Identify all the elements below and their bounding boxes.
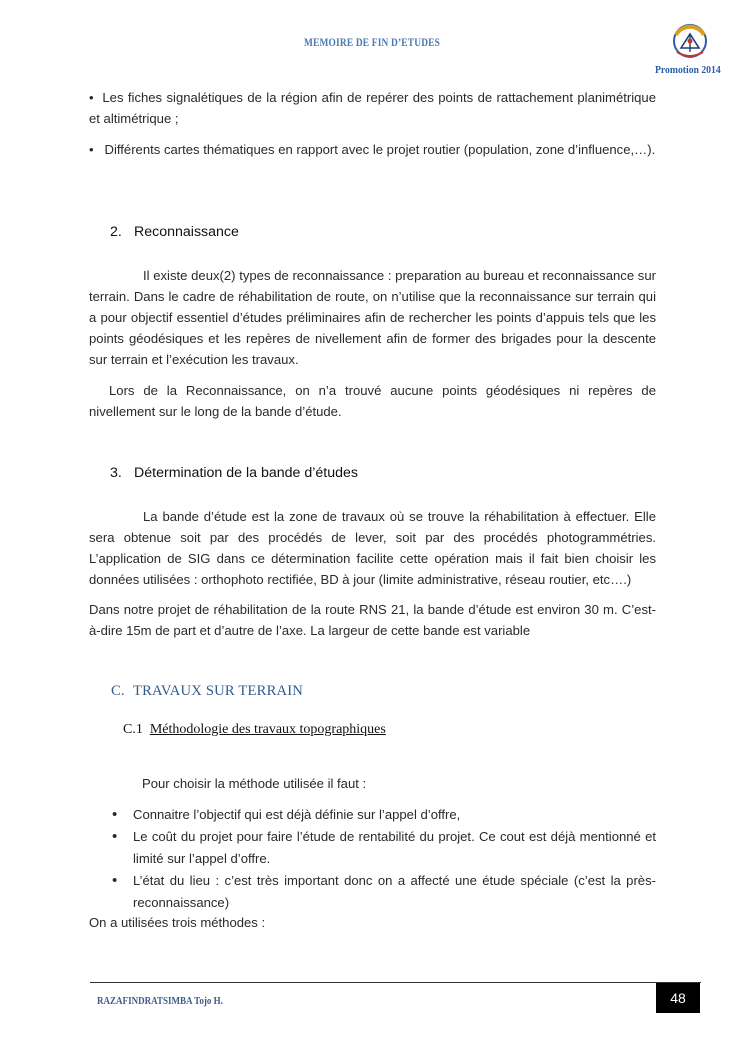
section-heading-2 (110, 224, 239, 240)
bullet-marker: • (112, 828, 118, 845)
bullet-text: Connaitre l’objectif qui est déjà définie sur l’appel d’offre, (133, 807, 461, 822)
section2-paragraph-1: Il existe deux(2) types de reconnaissance : preparation au bureau et reconnaissance sur terrain. Dans le cadre de réhabilitation de route, on n’utilise que la reconnaissance sur terrain qui a pour objectif essentiel d’études préliminaires afin de rechercher les points d’appuis tels que les points géodésiques et les repères de nivellement afin de former des brigades pour la descente sur terrain et l’exécution les travaux. (89, 268, 656, 367)
section3-paragraph-2: Dans notre projet de réhabilitation de la route RNS 21, la bande d’étude est environ 30 m. C’est-à-dire 15m de part et d’autre de l’axe. La largeur de cette bande est variable (89, 602, 656, 638)
school-logo-icon (667, 22, 713, 64)
bullet-text: L’état du lieu : c’est très important donc on a affecté une étude spéciale (c’est la près-reconnaissance) (133, 873, 656, 910)
section-number: C. (111, 683, 125, 699)
section-title: Méthodologie des travaux topographiques (149, 722, 386, 737)
section-heading-c (111, 683, 303, 700)
c1-bullet-1 (112, 804, 656, 826)
intro-bullet-2 (89, 139, 656, 160)
header-title: MEMOIRE DE FIN D’ETUDES (303, 37, 441, 49)
bullet-marker: • (112, 872, 118, 889)
c1-closing: On a utilisées trois méthodes : (89, 915, 266, 930)
section-title: Détermination de la bande d’études (134, 465, 359, 481)
section-number: C.1 (123, 722, 143, 737)
section-heading-3 (110, 465, 358, 481)
page-number: 48 (656, 983, 700, 1013)
bullet-marker: • (112, 806, 118, 823)
footer-divider (90, 982, 701, 983)
footer-author: RAZAFINDRATSIMBA Tojo H. (97, 995, 223, 1007)
bullet-marker: • (89, 142, 94, 157)
bullet-marker: • (89, 90, 94, 105)
section-number: 2. (110, 224, 122, 240)
c1-intro: Pour choisir la méthode utilisée il faut : (142, 776, 367, 791)
c1-bullet-3 (112, 870, 656, 914)
promotion-label: Promotion 2014 (655, 64, 721, 76)
bullet-text: Les fiches signalétiques de la région afin de repérer des points de rattachement planimétrique et altimétrique ; (89, 90, 656, 126)
section2-paragraph-2: Lors de la Reconnaissance, on n’a trouvé aucune points géodésiques ni repères de nivellement sur le long de la bande d’étude. (89, 383, 656, 419)
section-title: Reconnaissance (134, 224, 239, 240)
c1-bullet-2 (112, 826, 656, 870)
section3-paragraph-1: La bande d’étude est la zone de travaux où se trouve la réhabilitation à effectuer. Elle sera obtenue soit par des procédés de lever, soit par des procédés photogrammétries. L’application de SIG dans ce détermination facilite cette opération mais il fait bien choisir les données utilisées : orthophoto rectifiée, BD à jour (limite administrative, réseau routier, etc….) (89, 509, 656, 587)
section-number: 3. (110, 465, 122, 481)
intro-bullet-1 (89, 87, 656, 129)
bullet-text: Différents cartes thématiques en rapport avec le projet routier (population, zone d’influence,…). (104, 142, 656, 157)
section-heading-c1 (123, 722, 386, 738)
section-title: TRAVAUX SUR TERRAIN (133, 683, 304, 699)
bullet-text: Le coût du projet pour faire l’étude de rentabilité du projet. Ce cout est déjà mentionné et limité sur l’appel d’offre. (133, 829, 656, 866)
